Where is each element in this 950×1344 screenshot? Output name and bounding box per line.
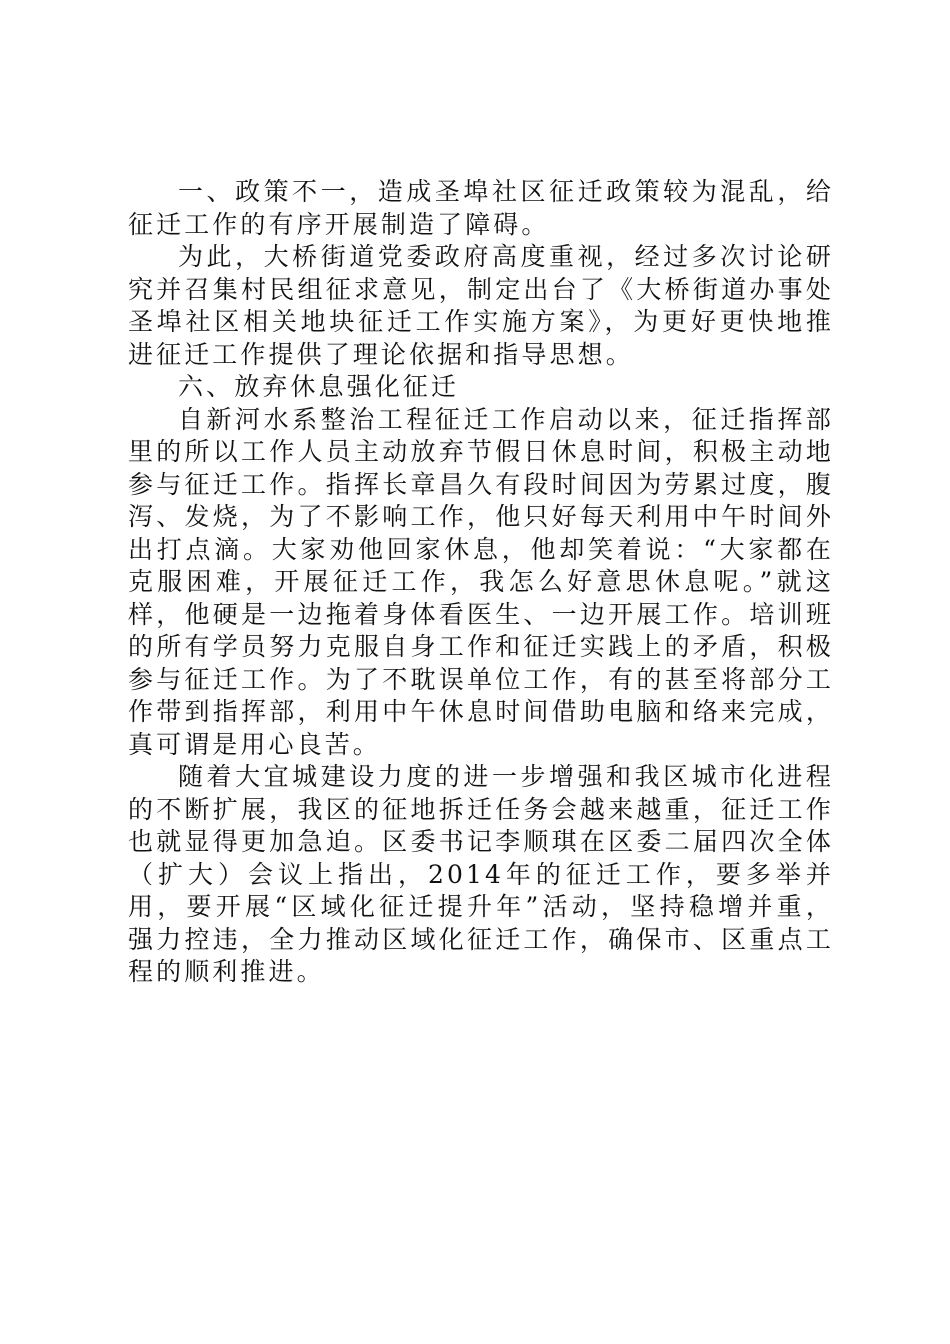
section-heading-give-up-rest: 六、放弃休息强化征迁 (178, 372, 460, 401)
paragraph-policy-inconsistency: 一、政策不一，造成圣埠社区征迁政策较为混乱，给征迁工作的有序开展制造了障碍。 (128, 177, 834, 239)
paragraph-staff-dedication: 自新河水系整治工程征迁工作启动以来，征迁指挥部里的所以工作人员主动放弃节假日休息时间，积极主动地参与征迁工作。指挥长章昌久有段时间因为劳累过度，腹泻、发烧，为了不影响工作，他只好每天利用中午时间外出打点滴。大家劝他回家休息，他却笑着说：“大家都在克服困难，开展征迁工作，我怎么好意思休息呢。”就这样，他硬是一边拖着身体看医生、一边开展工作。培训班的所有学员努力克服自身工作和征迁实践上的矛盾，积极参与征迁工作。为了不耽误单位工作，有的甚至将部分工作带到指挥部，利用中午休息时间借助电脑和络来完成，真可谓是用心良苦。 (128, 404, 834, 759)
paragraph-urbanization-outlook: 随着大宜城建设力度的进一步增强和我区城市化进程的不断扩展，我区的征地拆迁任务会越来越重，征迁工作也就显得更加急迫。区委书记李顺琪在区委二届四次全体（扩大）会议上指出，2014年的征迁工作，要多举并用，要开展“区域化征迁提升年”活动，坚持稳增并重，强力控违，全力推动区域化征迁工作，确保市、区重点工程的顺利推进。 (128, 762, 834, 986)
paragraph-implementation-plan: 为此，大桥街道党委政府高度重视，经过多次讨论研究并召集村民组征求意见，制定出台了《大桥街道办事处圣埠社区相关地块征迁工作实施方案》，为更好更快地推进征迁工作提供了理论依据和指导思想。 (128, 242, 834, 369)
document-body (128, 176, 834, 989)
